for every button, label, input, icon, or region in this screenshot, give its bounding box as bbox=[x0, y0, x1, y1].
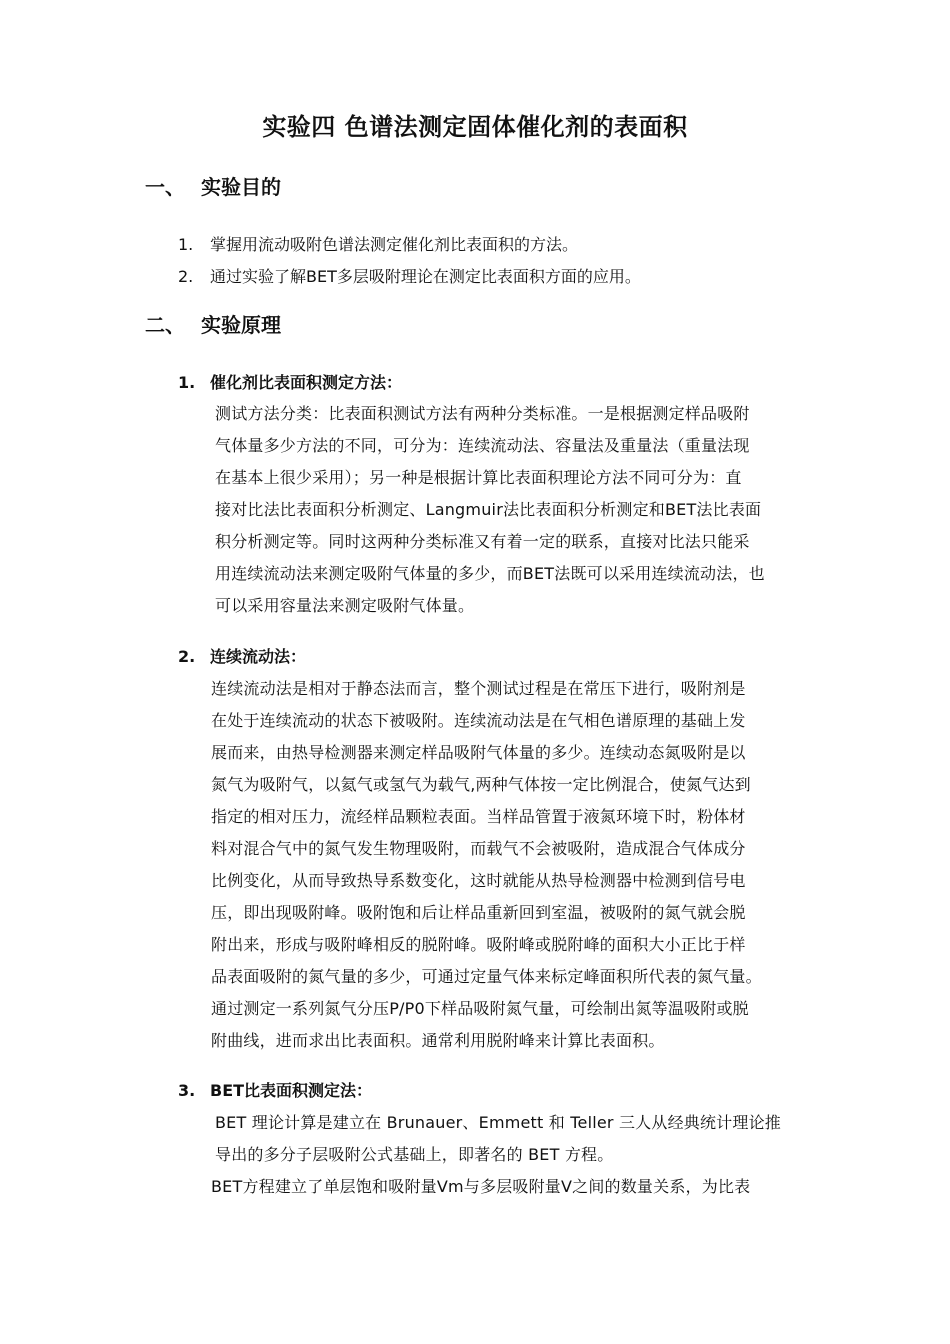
paragraph-line: 用连续流动法来测定吸附气体量的多少，而BET法既可以采用连续流动法，也 bbox=[215, 564, 765, 583]
section-title: 实验原理 bbox=[201, 313, 281, 337]
paragraph-line: 指定的相对压力，流经样品颗粒表面。当样品管置于液氮环境下时，粉体材 bbox=[211, 807, 746, 826]
subsection-heading-methods bbox=[178, 371, 402, 395]
paragraph-line: 附曲线，进而求出比表面积。通常利用脱附峰来计算比表面积。 bbox=[211, 1031, 665, 1050]
item-number: 2. bbox=[178, 267, 194, 286]
paragraph-line: 展而来，由热导检测器来测定样品吸附气体量的多少。连续动态氮吸附是以 bbox=[211, 743, 746, 762]
subsection-title: BET比表面积测定法： bbox=[210, 1081, 373, 1100]
section-heading-principle bbox=[145, 310, 281, 340]
paragraph-line: 在处于连续流动的状态下被吸附。连续流动法是在气相色谱原理的基础上发 bbox=[211, 711, 746, 730]
document-title: 实验四 色谱法测定固体催化剂的表面积 bbox=[262, 113, 688, 141]
objective-item bbox=[178, 233, 578, 257]
paragraph-line: 积分析测定等。同时这两种分类标准又有着一定的联系，直接对比法只能采 bbox=[215, 532, 750, 551]
subsection-heading-bet bbox=[178, 1079, 372, 1103]
paragraph-line: 品表面吸附的氮气量的多少，可通过定量气体来标定峰面积所代表的氮气量。 bbox=[211, 967, 762, 986]
subsection-title: 催化剂比表面积测定方法： bbox=[210, 373, 403, 392]
paragraph-line: 压，即出现吸附峰。吸附饱和后让样品重新回到室温，被吸附的氮气就会脱 bbox=[211, 903, 746, 922]
subsection-heading-continuous-flow bbox=[178, 645, 306, 669]
paragraph-line: 料对混合气中的氮气发生物理吸附，而载气不会被吸附，造成混合气体成分 bbox=[211, 839, 746, 858]
section-heading-objectives bbox=[145, 172, 281, 202]
paragraph-line: BET方程建立了单层饱和吸附量Vm与多层吸附量V之间的数量关系，为比表 bbox=[211, 1177, 751, 1196]
paragraph-line: 测试方法分类：比表面积测试方法有两种分类标准。一是根据测定样品吸附 bbox=[215, 404, 750, 423]
paragraph-line: 氮气为吸附气，以氦气或氢气为载气,两种气体按一定比例混合，使氮气达到 bbox=[211, 775, 751, 794]
paragraph-line: 在基本上很少采用）；另一种是根据计算比表面积理论方法不同可分为：直 bbox=[215, 468, 742, 487]
paragraph-line: 连续流动法是相对于静态法而言，整个测试过程是在常压下进行，吸附剂是 bbox=[211, 679, 746, 698]
section-title: 实验目的 bbox=[201, 175, 281, 199]
paragraph-line: 可以采用容量法来测定吸附气体量。 bbox=[215, 596, 475, 615]
objective-item bbox=[178, 265, 641, 289]
paragraph-line: 通过测定一系列氮气分压P/P0下样品吸附氮气量，可绘制出氮等温吸附或脱 bbox=[211, 999, 749, 1018]
subsection-title: 连续流动法： bbox=[210, 647, 307, 666]
paragraph-line: 气体量多少方法的不同，可分为：连续流动法、容量法及重量法（重量法现 bbox=[215, 436, 750, 455]
paragraph-line: BET 理论计算是建立在 Brunauer、Emmett 和 Teller 三人从经典统计理论推 bbox=[215, 1113, 781, 1132]
subsection-number: 3. bbox=[178, 1081, 196, 1100]
paragraph-line: 导出的多分子层吸附公式基础上，即著名的 BET 方程。 bbox=[215, 1145, 614, 1164]
section-number: 二、 bbox=[145, 313, 185, 337]
item-text: 掌握用流动吸附色谱法测定催化剂比表面积的方法。 bbox=[210, 235, 579, 254]
paragraph-line: 附出来，形成与吸附峰相反的脱附峰。吸附峰或脱附峰的面积大小正比于样 bbox=[211, 935, 746, 954]
item-number: 1. bbox=[178, 235, 194, 254]
section-number: 一、 bbox=[145, 175, 185, 199]
paragraph-line: 接对比法比表面积分析测定、Langmuir法比表面积分析测定和BET法比表面 bbox=[215, 500, 762, 519]
item-text: 通过实验了解BET多层吸附理论在测定比表面积方面的应用。 bbox=[210, 267, 641, 286]
subsection-number: 1. bbox=[178, 373, 196, 392]
subsection-number: 2. bbox=[178, 647, 196, 666]
paragraph-line: 比例变化，从而导致热导系数变化，这时就能从热导检测器中检测到信号电 bbox=[211, 871, 746, 890]
